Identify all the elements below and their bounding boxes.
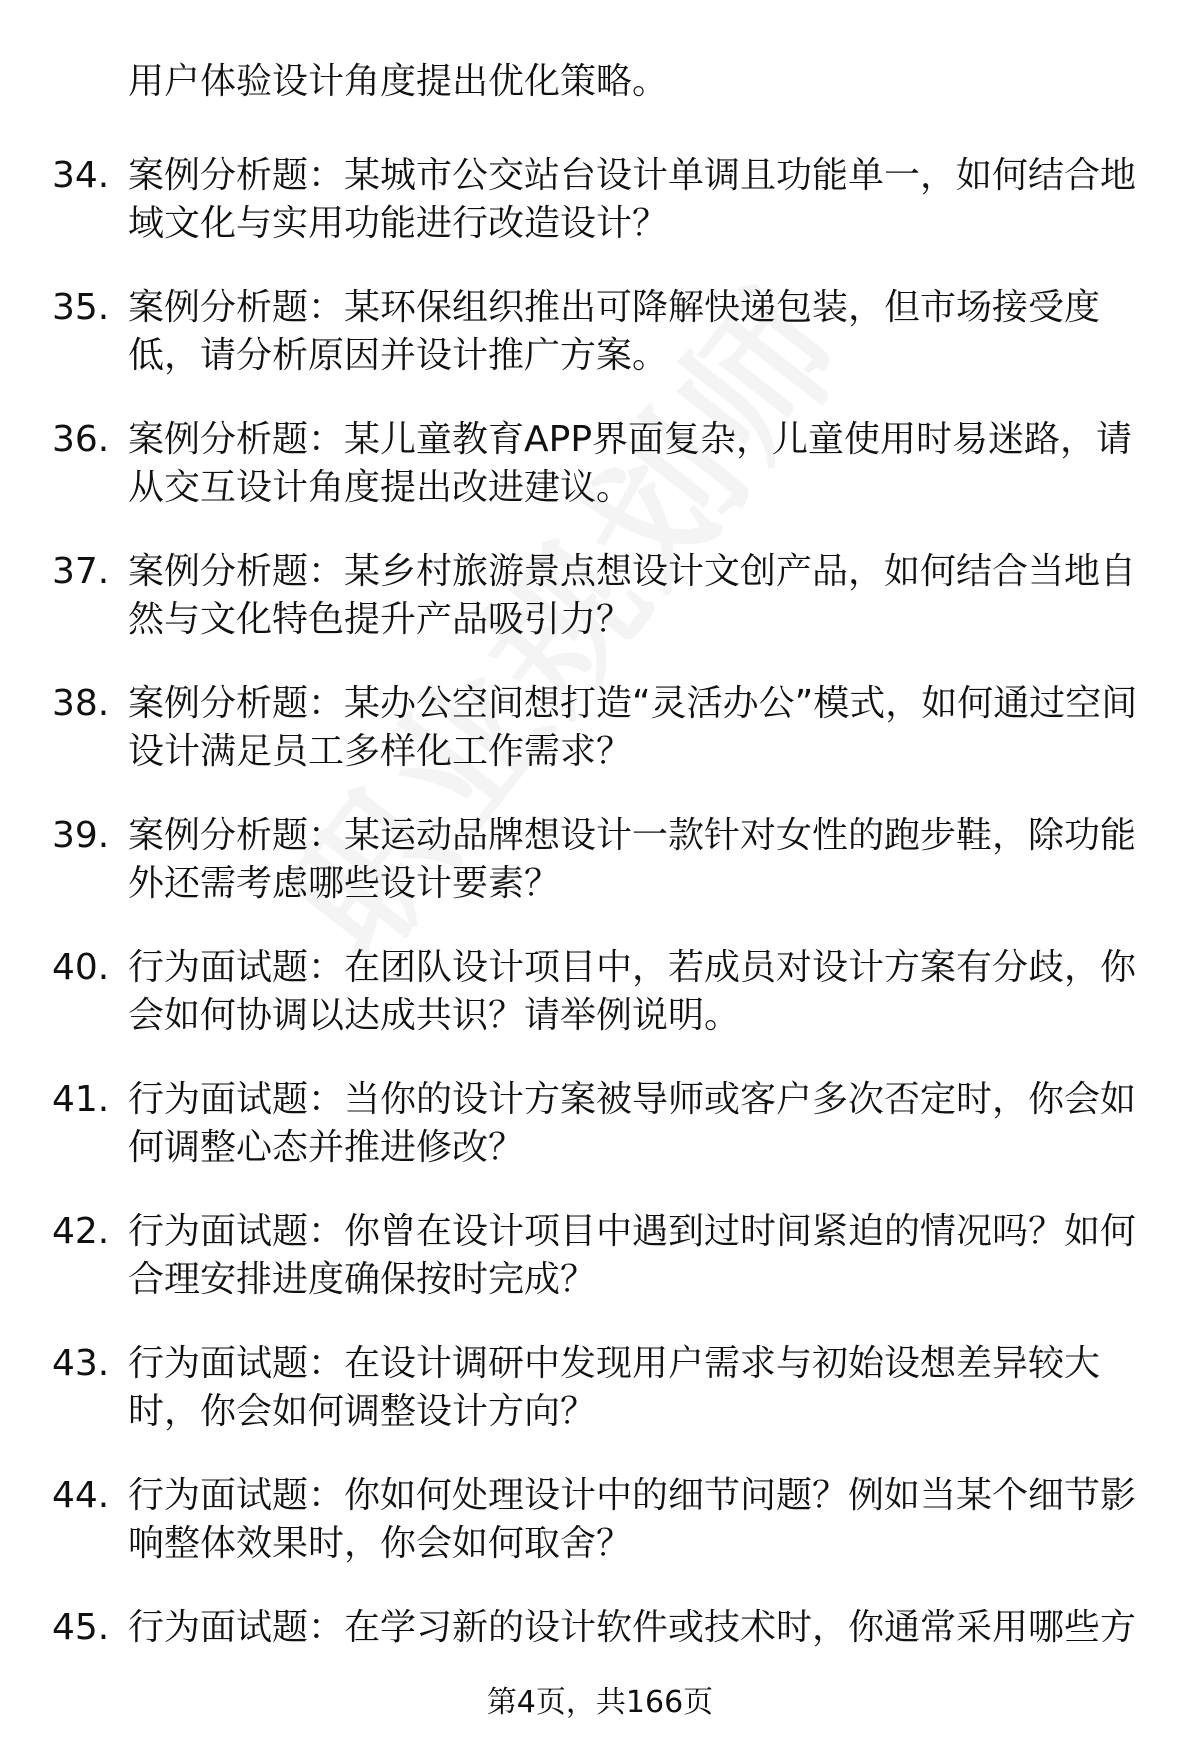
question-text: 行为面试题：当你的设计方案被导师或客户多次否定时，你会如何调整心态并推进修改？ [128,1079,1137,1168]
question-number: 39. [52,815,110,856]
question-text: 案例分析题：某环保组织推出可降解快递包装，但市场接受度低，请分析原因并设计推广方案。 [128,287,1101,376]
question-number: 37. [52,551,110,592]
question-number: 38. [52,683,110,724]
question-text: 案例分析题：某乡村旅游景点想设计文创产品，如何结合当地自然与文化特色提升产品吸引力？ [128,551,1137,640]
question-text: 行为面试题：在学习新的设计软件或技术时，你通常采用哪些方 [128,1607,1137,1648]
question-item [0,152,1200,284]
question-number: 40. [52,947,110,988]
question-item [0,680,1200,812]
question-item [0,284,1200,416]
question-number: 44. [52,1475,110,1516]
question-text: 行为面试题：在设计调研中发现用户需求与初始设想差异较大时，你会如何调整设计方向？ [128,1343,1101,1432]
question-list [0,152,1200,1736]
page-footer: 第4页，共166页 [486,1685,714,1720]
question-text: 案例分析题：某儿童教育APP界面复杂，儿童使用时易迷路，请从交互设计角度提出改进建议。 [128,419,1133,508]
question-number: 41. [52,1079,110,1120]
question-item [0,1208,1200,1340]
question-text: 行为面试题：你如何处理设计中的细节问题？例如当某个细节影响整体效果时，你会如何取舍？ [128,1475,1137,1564]
question-text: 案例分析题：某运动品牌想设计一款针对女性的跑步鞋，除功能外还需考虑哪些设计要素？ [128,815,1137,904]
question-text: 案例分析题：某办公空间想打造“灵活办公”模式，如何通过空间设计满足员工多样化工作需求？ [128,683,1138,772]
question-text: 行为面试题：你曾在设计项目中遇到过时间紧迫的情况吗？如何合理安排进度确保按时完成？ [128,1211,1137,1300]
question-item [0,548,1200,680]
question-item [0,416,1200,548]
question-text: 行为面试题：在团队设计项目中，若成员对设计方案有分歧，你会如何协调以达成共识？请举例说明。 [128,947,1137,1036]
question-number: 35. [52,287,110,328]
question-item [0,944,1200,1076]
question-item [0,1076,1200,1208]
question-item [0,1472,1200,1604]
continuation-text: 用户体验设计角度提出优化策略。 [128,61,669,102]
question-number: 43. [52,1343,110,1384]
question-number: 45. [52,1607,110,1648]
question-text: 案例分析题：某城市公交站台设计单调且功能单一，如何结合地域文化与实用功能进行改造设计？ [128,155,1137,244]
question-number: 34. [52,155,110,196]
question-number: 36. [52,419,110,460]
question-number: 42. [52,1211,110,1252]
question-item [0,1340,1200,1472]
question-item [0,812,1200,944]
